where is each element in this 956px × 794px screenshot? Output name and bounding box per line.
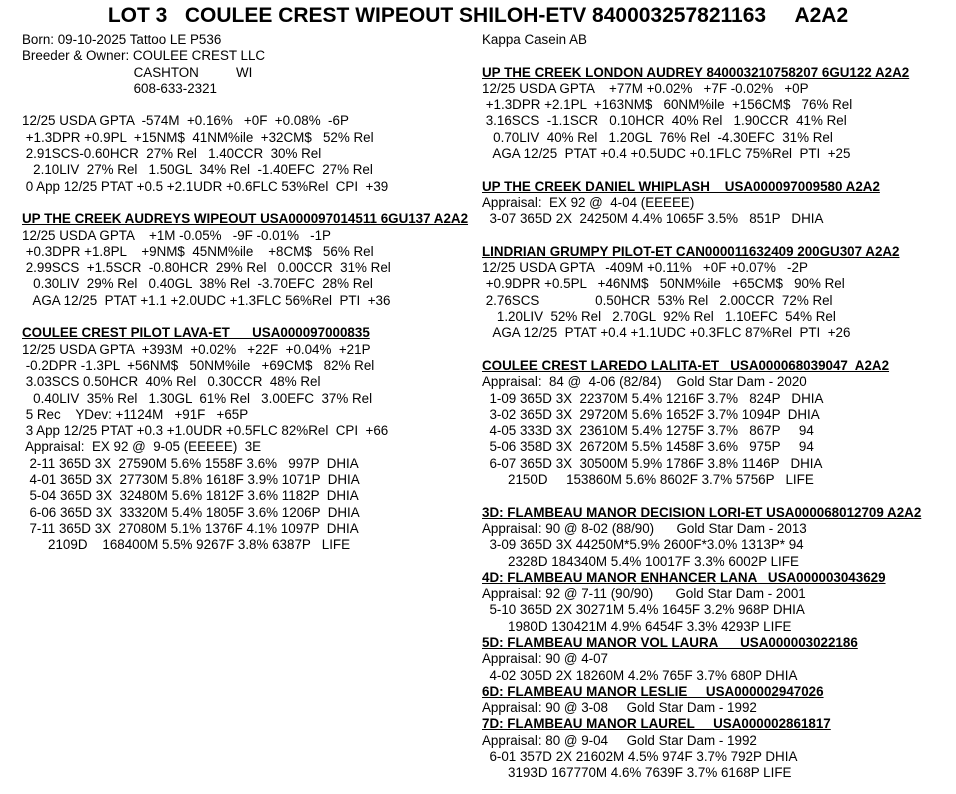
record-line: 7-11 365D 3X 27080M 5.1% 1376F 4.1% 1097P DHIA [22, 520, 359, 536]
pedigree-heading: 7D: FLAMBEAU MANOR LAUREL USA000002861817 [482, 716, 831, 732]
record-line: Appraisal: 90 @ 8-02 (88/90) Gold Star Dam - 2013 [482, 520, 807, 536]
record-line: 2.91SCS-0.60HCR 27% Rel 1.40CCR 30% Rel [22, 146, 322, 162]
spacer [22, 97, 472, 113]
pedigree-heading: 5D: FLAMBEAU MANOR VOL LAURA USA000003022186 [482, 634, 858, 650]
record-line: 12/25 USDA GPTA +77M +0.02% +7F -0.02% +0P [482, 80, 809, 96]
record-line: +0.9DPR +0.5PL +46NM$ 50NM%ile +65CM$ 90% Rel [482, 276, 845, 292]
record-line: 0.70LIV 40% Rel 1.20GL 76% Rel -4.30EFC 31% Rel [482, 129, 833, 145]
record-line: AGA 12/25 PTAT +0.4 +1.1UDC +0.3FLC 87%Rel PTI +26 [482, 325, 851, 341]
record-line: 12/25 USDA GPTA -574M +0.16% +0F +0.08% -6P [22, 113, 349, 129]
pedigree-heading: 3D: FLAMBEAU MANOR DECISION LORI-ET USA000068012709 A2A2 [482, 504, 922, 520]
spacer [22, 195, 472, 211]
record-line: Breeder & Owner: COULEE CREST LLC [22, 48, 266, 64]
record-line: 6-07 365D 3X 30500M 5.9% 1786F 3.8% 1146P DHIA [482, 455, 823, 471]
record-line: 3 App 12/25 PTAT +0.3 +1.0UDR +0.5FLC 82%Rel CPI +66 [22, 423, 389, 439]
right-column [482, 32, 947, 782]
record-line: 3-07 365D 2X 24250M 4.4% 1065F 3.5% 851P DHIA [482, 211, 824, 227]
record-line: 5-10 365D 2X 30271M 5.4% 1645F 3.2% 968P DHIA [482, 602, 805, 618]
pedigree-heading: UP THE CREEK LONDON AUDREY 840003210758207 6GU122 A2A2 [482, 64, 910, 80]
record-line: Appraisal: EX 92 @ 4-04 (EEEEE) [482, 194, 695, 210]
record-line: 5 Rec YDev: +1124M +91F +65P [22, 406, 249, 422]
record-line: 1-09 365D 3X 22370M 5.4% 1216F 3.7% 824P DHIA [482, 390, 824, 406]
record-line: 3-09 365D 3X 44250M*5.9% 2600F*3.0% 1313P* 94 [482, 537, 804, 553]
record-line: CASHTON WI [22, 64, 253, 80]
record-line: Born: 09-10-2025 Tattoo LE P536 [22, 32, 222, 47]
record-line: 2.99SCS +1.5SCR -0.80HCR 29% Rel 0.00CCR 31% Rel [22, 260, 391, 276]
pedigree-heading: UP THE CREEK AUDREYS WIPEOUT USA000097014511 6GU137 A2A2 [22, 211, 469, 227]
record-line: 5-04 365D 3X 32480M 5.6% 1812F 3.6% 1182P DHIA [22, 488, 359, 504]
spacer [22, 309, 472, 325]
record-line: 0.30LIV 29% Rel 0.40GL 38% Rel -3.70EFC 28% Rel [22, 276, 373, 292]
record-line: 4-01 365D 3X 27730M 5.8% 1618F 3.9% 1071P DHIA [22, 472, 360, 488]
pedigree-heading: COULEE CREST PILOT LAVA-ET USA000097000835 [22, 325, 370, 341]
record-line: 12/25 USDA GPTA -409M +0.11% +0F +0.07% -2P [482, 260, 808, 276]
lot-title: LOT 3 COULEE CREST WIPEOUT SHILOH-ETV 840003257821163 A2A2 [107, 4, 849, 27]
record-line: 2328D 184340M 5.4% 10017F 3.3% 6002P LIFE [482, 553, 799, 569]
pedigree-heading: COULEE CREST LAREDO LALITA-ET USA000068039047 A2A2 [482, 357, 890, 373]
spacer [482, 48, 947, 64]
record-line: 4-02 305D 2X 18260M 4.2% 765F 3.7% 680P DHIA [482, 667, 798, 683]
spacer [482, 342, 947, 358]
record-line: 3.03SCS 0.50HCR 40% Rel 0.30CCR 48% Rel [22, 374, 321, 390]
record-line: 1980D 130421M 4.9% 6454F 3.3% 4293P LIFE [482, 618, 792, 634]
record-line: -0.2DPR -1.3PL +56NM$ 50NM%ile +69CM$ 82% Rel [22, 357, 375, 373]
pedigree-heading: UP THE CREEK DANIEL WHIPLASH USA000097009580 A2A2 [482, 178, 880, 194]
record-line: 3193D 167770M 4.6% 7639F 3.7% 6168P LIFE [482, 765, 792, 781]
record-line: Appraisal: EX 92 @ 9-05 (EEEEE) 3E [22, 439, 262, 455]
record-line: 12/25 USDA GPTA +1M -0.05% -9F -0.01% -1P [22, 227, 331, 243]
record-line: 0.40LIV 35% Rel 1.30GL 61% Rel 3.00EFC 37% Rel [22, 390, 373, 406]
record-line: Appraisal: 90 @ 3-08 Gold Star Dam - 1992 [482, 700, 757, 716]
record-line: 6-01 357D 2X 21602M 4.5% 974F 3.7% 792P DHIA [482, 749, 798, 765]
record-line: 1.20LIV 52% Rel 2.70GL 92% Rel 1.10EFC 54% Rel [482, 309, 836, 325]
spacer [482, 228, 947, 244]
record-line: 0 App 12/25 PTAT +0.5 +2.1UDR +0.6FLC 53%Rel CPI +39 [22, 178, 389, 194]
pedigree-heading: 4D: FLAMBEAU MANOR ENHANCER LANA USA000003043629 [482, 569, 886, 585]
record-line: Appraisal: 92 @ 7-11 (90/90) Gold Star Dam - 2001 [482, 586, 806, 602]
record-line: 2-11 365D 3X 27590M 5.6% 1558F 3.6% 997P DHIA [22, 455, 359, 471]
spacer [482, 162, 947, 178]
record-line: AGA 12/25 PTAT +0.4 +0.5UDC +0.1FLC 75%Rel PTI +25 [482, 146, 851, 162]
record-line: +1.3DPR +0.9PL +15NM$ 41NM%ile +32CM$ 52% Rel [22, 129, 374, 145]
spacer [482, 488, 947, 504]
record-line: 4-05 333D 3X 23610M 5.4% 1275F 3.7% 867P 94 [482, 423, 814, 439]
record-line: 2150D 153860M 5.6% 8602F 3.7% 5756P LIFE [482, 472, 814, 488]
pedigree-heading: 6D: FLAMBEAU MANOR LESLIE USA000002947026 [482, 683, 824, 699]
record-line: Kappa Casein AB [482, 32, 587, 47]
record-line: +1.3DPR +2.1PL +163NM$ 60NM%ile +156CM$ 76% Rel [482, 97, 853, 113]
record-line: Appraisal: 90 @ 4-07 [482, 651, 608, 667]
record-line: 2109D 168400M 5.5% 9267F 3.8% 6387P LIFE [22, 537, 351, 553]
record-line: 6-06 365D 3X 33320M 5.4% 1805F 3.6% 1206P DHIA [22, 504, 360, 520]
record-line: Appraisal: 80 @ 9-04 Gold Star Dam - 1992 [482, 732, 757, 748]
record-line: 3.16SCS -1.1SCR 0.10HCR 40% Rel 1.90CCR 41% Rel [482, 113, 847, 129]
record-line: 2.10LIV 27% Rel 1.50GL 34% Rel -1.40EFC 27% Rel [22, 162, 373, 178]
pedigree-heading: LINDRIAN GRUMPY PILOT-ET CAN000011632409 200GU307 A2A2 [482, 243, 900, 259]
record-line: Appraisal: 84 @ 4-06 (82/84) Gold Star Dam - 2020 [482, 374, 807, 390]
record-line: 12/25 USDA GPTA +393M +0.02% +22F +0.04% +21P [22, 341, 371, 357]
record-line: 608-633-2321 [22, 80, 218, 96]
record-line: AGA 12/25 PTAT +1.1 +2.0UDC +1.3FLC 56%Rel PTI +36 [22, 292, 391, 308]
record-line: 3-02 365D 3X 29720M 5.6% 1652F 3.7% 1094P DHIA [482, 406, 820, 422]
record-line: +0.3DPR +1.8PL +9NM$ 45NM%ile +8CM$ 56% Rel [22, 243, 374, 259]
record-line: 2.76SCS 0.50HCR 53% Rel 2.00CCR 72% Rel [482, 292, 833, 308]
left-column [22, 32, 472, 554]
record-line: 5-06 358D 3X 26720M 5.5% 1458F 3.6% 975P 94 [482, 439, 814, 455]
